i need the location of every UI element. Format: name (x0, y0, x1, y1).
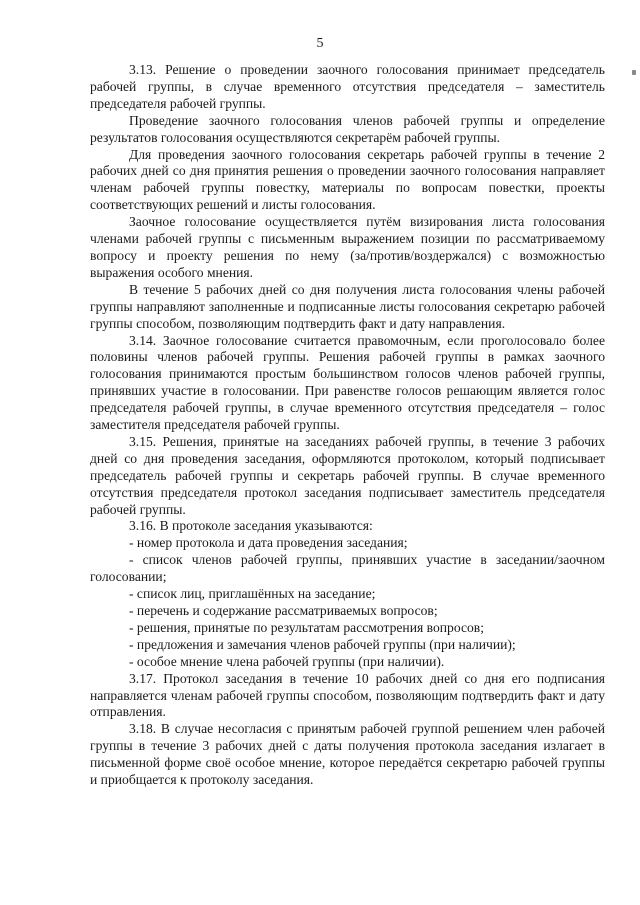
paragraph-3-13: 3.13. Решение о проведении заочного голосования принимает председатель рабочей группы, в случае временного отсутствия председателя – заместитель председателя рабочей группы. (90, 62, 605, 111)
list-item: - предложения и замечания членов рабочей группы (при наличии); (129, 636, 516, 652)
paragraph-3-14: 3.14. Заочное голосование считается правомочным, если проголосовало более половины членов рабочей группы. Решения рабочей группы в рамках заочного голосования принимаются простым большинством голосов членов рабочей группы, принявших участие в голосовании. При равенстве голосов решающим является голос председателя рабочей группы, в случае временного отсутствия председателя – голос заместителя председателя рабочей группы. (90, 332, 605, 433)
list-item: - список членов рабочей группы, принявших участие в заседании/заочном голосовании; (90, 552, 605, 585)
page-number: 5 (316, 36, 324, 51)
list-item: - решения, принятые по результатам рассмотрения вопросов; (129, 619, 484, 635)
paragraph-3-17: 3.17. Протокол заседания в течение 10 рабочих дней со дня его подписания направляется членам рабочей группы способом, позволяющим подтвердить факт и дату отправления. (90, 670, 605, 720)
paragraph-vote-preparation: Для проведения заочного голосования секретарь рабочей группы в течение 2 рабочих дней со дня принятия решения о проведении заочного голосования направляет членам рабочей группы повестку, материалы по вопросам повестки, проекты соответствующих решений и листы голосования. (90, 146, 605, 213)
document-body (90, 62, 605, 789)
paragraph-3-15: 3.15. Решения, принятые на заседаниях рабочей группы, в течение 3 рабочих дней со дня проведения заседания, оформляются протоколом, который подписывает председатель рабочей группы и секретарь рабочей группы. В случае временного отсутствия председателя протокол заседания подписывает заместитель председателя рабочей группы. (90, 433, 605, 517)
paragraph-vote-counting: Проведение заочного голосования членов рабочей группы и определение результатов голосования осуществляются секретарём рабочей группы. (90, 112, 605, 145)
paragraph-3-16: 3.16. В протоколе заседания указываются: (129, 518, 373, 534)
list-item: - список лиц, приглашённых на заседание; (129, 586, 376, 602)
paragraph-ballot-return: В течение 5 рабочих дней со дня получения листа голосования члены рабочей группы направляют заполненные и подписанные листы голосования секретарю рабочей группы способом, позволяющим подтвердить факт и дату направления. (90, 281, 605, 331)
list-item: - номер протокола и дата проведения заседания; (129, 535, 408, 551)
list-item: - особое мнение члена рабочей группы (при наличии). (129, 653, 445, 669)
paragraph-3-18: 3.18. В случае несогласия с принятым рабочей группой решением член рабочей группы в течение 3 рабочих дней с даты получения протокола заседания излагает в письменной форме своё особое мнение, которое передаётся секретарю рабочей группы и приобщается к протоколу заседания. (90, 721, 605, 788)
margin-mark (632, 70, 636, 75)
paragraph-vote-procedure: Заочное голосование осуществляется путём визирования листа голосования членами рабочей группы с письменным выражением позиции по рассматриваемому вопросу и проекту решения по нему (за/против/воздержался) с возможностью выражения особого мнения. (90, 214, 605, 280)
list-item: - перечень и содержание рассматриваемых вопросов; (129, 603, 438, 618)
